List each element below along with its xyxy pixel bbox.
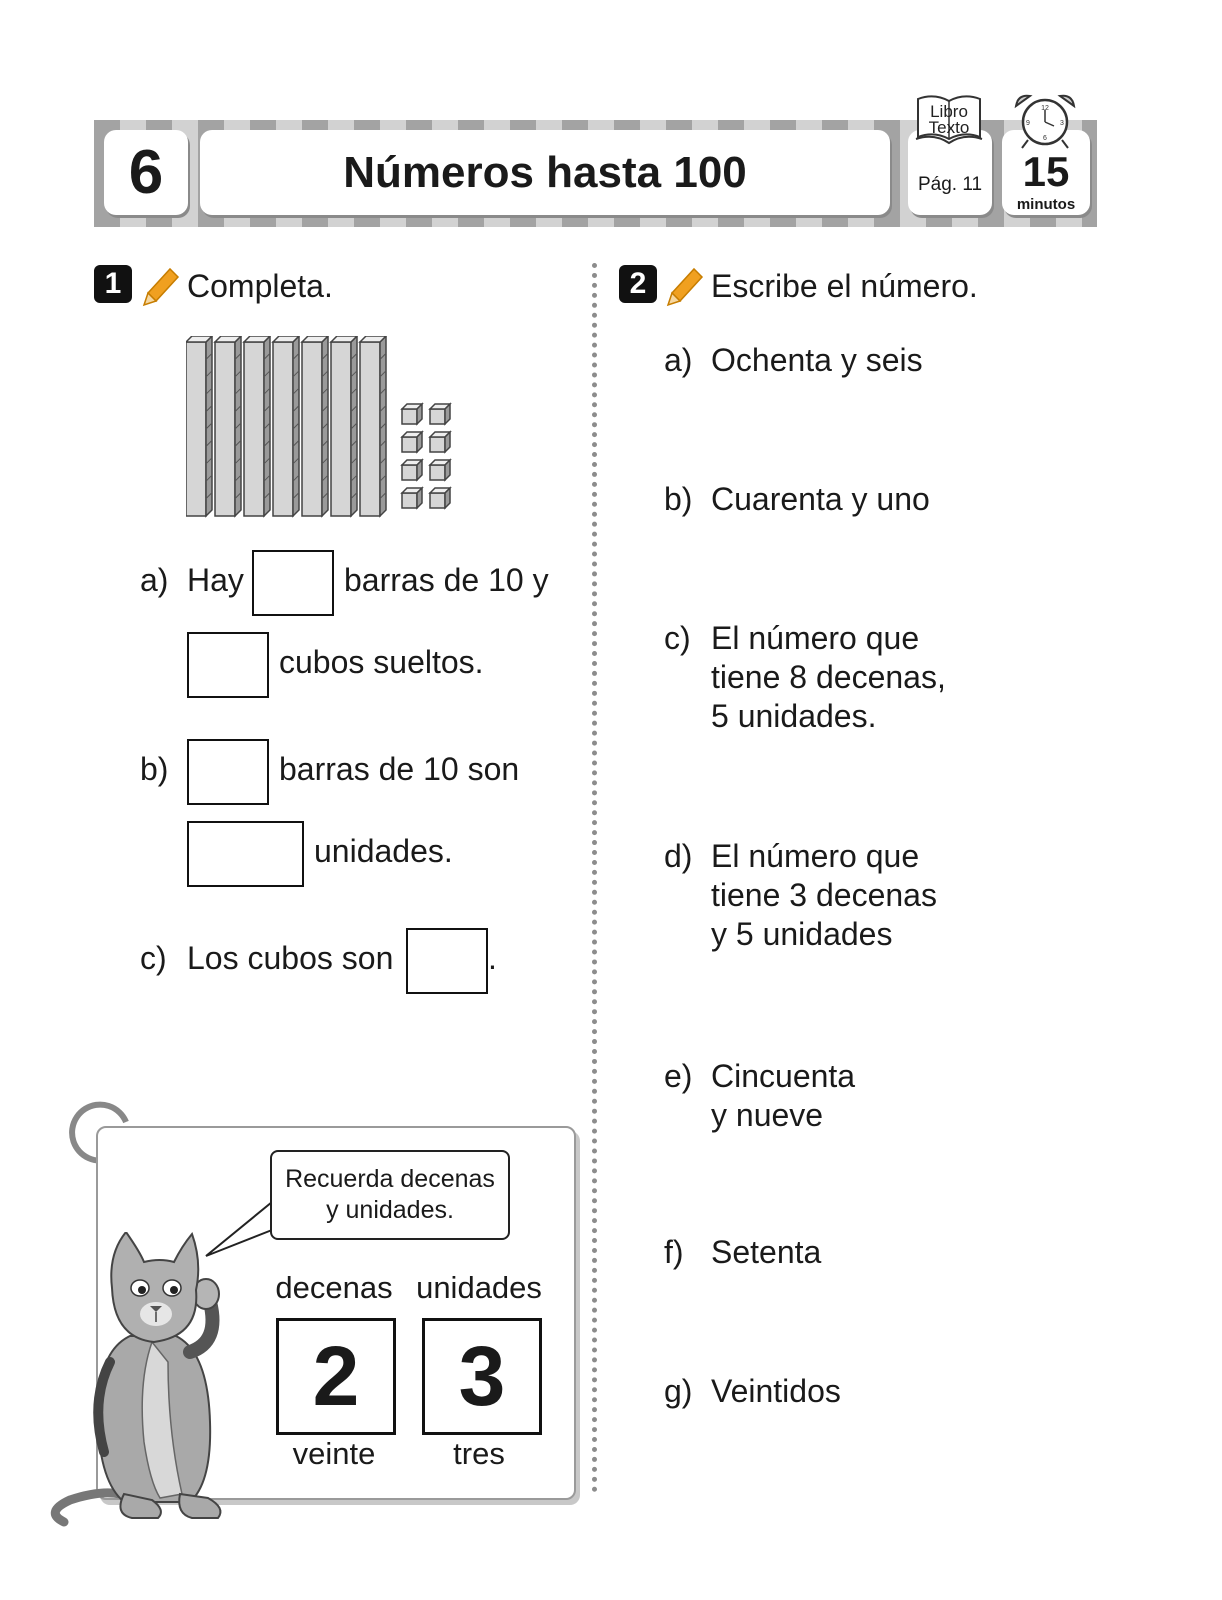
unit-cube: [430, 488, 450, 508]
speech-bubble: [270, 1150, 510, 1240]
item-2-label: e): [664, 1058, 693, 1094]
item-2-text: Setenta: [711, 1234, 822, 1270]
item-1c-period: .: [488, 940, 497, 976]
units-header: unidades: [416, 1270, 542, 1305]
tens-header: decenas: [275, 1270, 393, 1305]
tens-word: veinte: [292, 1436, 376, 1471]
unit-cube: [430, 404, 450, 424]
exercise-1-instruction: Completa.: [187, 268, 333, 304]
exercise-1-number: 1: [94, 265, 132, 303]
unit-cube: [402, 460, 422, 480]
item-1b-label: b): [140, 751, 169, 787]
item-1b-text: barras de 10 son: [279, 751, 520, 787]
units-digit: 3: [422, 1318, 542, 1435]
ten-rod: [186, 336, 212, 516]
answer-box-1b-bars[interactable]: [187, 739, 269, 805]
page-reference: Pág. 11: [917, 174, 983, 195]
ten-rod: [273, 336, 299, 516]
ten-rod: [331, 336, 357, 516]
item-2-text: y nueve: [711, 1097, 824, 1133]
book-icon-text-2: Texto: [928, 118, 970, 137]
item-1c-label: c): [140, 940, 167, 976]
item-1a-text: Hay: [187, 562, 244, 598]
speech-bubble-line-1: Recuerda decenas: [285, 1165, 495, 1193]
unit-cube: [402, 404, 422, 424]
cat-mascot-illustration: [40, 1232, 240, 1532]
item-2-text: Cincuenta: [711, 1058, 856, 1094]
svg-text:9: 9: [1026, 120, 1030, 127]
book-icon-text-1: Libro: [930, 102, 968, 121]
exercise-2-number: 2: [619, 265, 657, 303]
item-1a-text-2: barras de 10 y: [344, 562, 549, 598]
item-2-label: c): [664, 620, 691, 656]
answer-box-1b-units[interactable]: [187, 821, 304, 887]
pencil-icon: [140, 263, 182, 307]
pencil-icon: [664, 263, 706, 307]
speech-bubble-line-2: y unidades.: [326, 1196, 454, 1224]
time-value: 15: [1022, 148, 1070, 195]
item-2-text: Cuarenta y uno: [711, 481, 930, 517]
exercise-2-instruction: Escribe el número.: [711, 268, 978, 304]
item-2-label: g): [664, 1373, 693, 1409]
unit-cube: [430, 432, 450, 452]
item-1a-text-3: cubos sueltos.: [279, 644, 484, 680]
item-1a-label: a): [140, 562, 169, 598]
units-word: tres: [453, 1436, 505, 1471]
ten-rod: [360, 336, 386, 516]
item-2-text: Veintidos: [711, 1373, 841, 1409]
page-title: Números hasta 100: [200, 130, 890, 215]
unit-cube: [402, 488, 422, 508]
svg-text:12: 12: [1041, 105, 1049, 112]
svg-text:6: 6: [1043, 135, 1047, 142]
item-1b-text-2: unidades.: [314, 833, 453, 869]
item-2-text: tiene 3 decenas: [711, 877, 937, 913]
column-divider: [592, 263, 597, 1493]
item-2-text: El número que: [711, 838, 920, 874]
ten-rod: [215, 336, 241, 516]
item-2-label: b): [664, 481, 693, 517]
book-icon: [914, 93, 984, 149]
time-unit: minutos: [1016, 196, 1076, 213]
unit-cube: [430, 460, 450, 480]
answer-box-1a-bars[interactable]: [252, 550, 334, 616]
ten-rod: [244, 336, 270, 516]
item-2-text: 5 unidades.: [711, 698, 877, 734]
answer-box-1c[interactable]: [406, 928, 488, 994]
item-2-text: El número que: [711, 620, 920, 656]
alarm-clock-icon: [1010, 90, 1080, 152]
answer-box-1a-cubes[interactable]: [187, 632, 269, 698]
item-2-text: Ochenta y seis: [711, 342, 923, 378]
base-ten-blocks: [186, 336, 476, 522]
item-2-label: a): [664, 342, 693, 378]
item-2-text: y 5 unidades: [711, 916, 893, 952]
tens-digit: 2: [276, 1318, 396, 1435]
lesson-number: 6: [104, 130, 188, 215]
item-2-text: tiene 8 decenas,: [711, 659, 946, 695]
ten-rod: [302, 336, 328, 516]
svg-text:3: 3: [1060, 120, 1064, 127]
item-1c-text: Los cubos son: [187, 940, 394, 976]
unit-cube: [402, 432, 422, 452]
item-2-label: d): [664, 838, 693, 874]
item-2-label: f): [664, 1234, 684, 1270]
